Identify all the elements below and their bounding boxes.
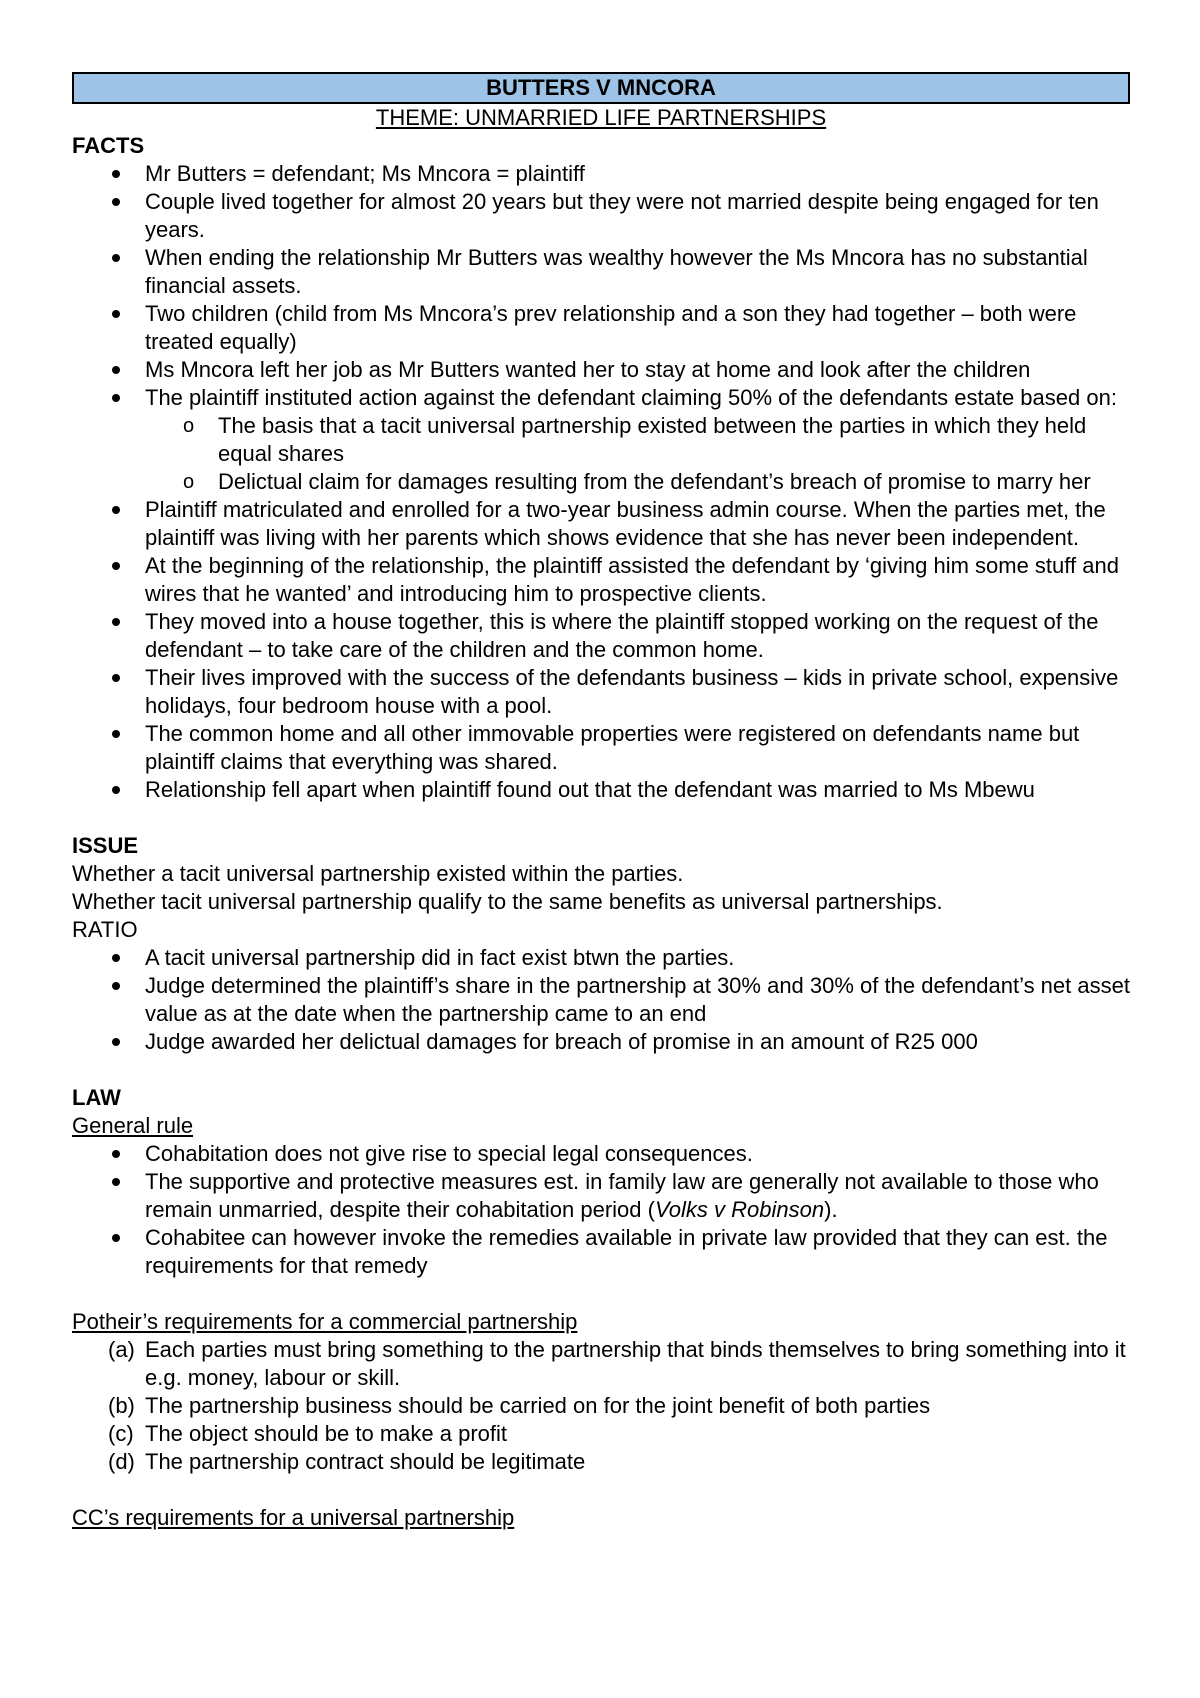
list-item: They moved into a house together, this is where the plaintiff stopped working on the request of the defendant – to take care of the children and the common home. (72, 608, 1130, 664)
sub-list-item: o Delictual claim for damages resulting from the defendant’s breach of promise to marry her (72, 468, 1130, 496)
list-item-text: The partnership contract should be legitimate (145, 1449, 586, 1474)
facts-heading: FACTS (72, 133, 145, 158)
list-item (72, 1448, 1130, 1476)
general-rule-heading: General rule (72, 1113, 194, 1138)
list-item (72, 1336, 1130, 1392)
list-item: A tacit universal partnership did in fact exist btwn the parties. (72, 944, 1130, 972)
list-item-text: The partnership business should be carried on for the joint benefit of both parties (145, 1393, 931, 1418)
list-item-text: Each parties must bring something to the partnership that binds themselves to bring something into it e.g. money, labour or skill. (145, 1337, 1126, 1390)
list-item: Judge determined the plaintiff’s share in the partnership at 30% and 30% of the defendant’s net asset value as at the date when the partnership came to an end (72, 972, 1130, 1028)
list-item-text: ). (824, 1197, 838, 1222)
list-item: When ending the relationship Mr Butters was wealthy however the Ms Mncora has no substantial financial assets. (72, 244, 1130, 300)
list-marker: (d) (108, 1449, 135, 1474)
list-item: Two children (child from Ms Mncora’s prev relationship and a son they had together – both were treated equally) (72, 300, 1130, 356)
list-marker: (c) (108, 1421, 134, 1446)
list-item: Plaintiff matriculated and enrolled for a two-year business admin course. When the parties met, the plaintiff was living with her parents which shows evidence that she has never been independent. (72, 496, 1130, 552)
list-item-text: The plaintiff instituted action against the defendant claiming 50% of the defendants estate based on: (145, 385, 1117, 410)
list-item-text: The object should be to make a profit (145, 1421, 507, 1446)
list-item: Judge awarded her delictual damages for breach of promise in an amount of R25 000 (72, 1028, 1130, 1056)
list-item: The common home and all other immovable properties were registered on defendants name but plaintiff claims that everything was shared. (72, 720, 1130, 776)
list-item (72, 1420, 1130, 1448)
issue-line: Whether tacit universal partnership qualify to the same benefits as universal partnerships. (72, 889, 943, 914)
list-item (72, 384, 1130, 496)
ratio-list (72, 944, 1130, 1056)
list-item: Couple lived together for almost 20 years but they were not married despite being engaged for ten years. (72, 188, 1130, 244)
issue-heading: ISSUE (72, 833, 139, 858)
list-item: Relationship fell apart when plaintiff found out that the defendant was married to Ms Mbewu (72, 776, 1130, 804)
cc-heading: CC’s requirements for a universal partnership (72, 1505, 515, 1530)
law-heading: LAW (72, 1085, 121, 1110)
document-page (72, 72, 1130, 1532)
list-item: Mr Butters = defendant; Ms Mncora = plaintiff (72, 160, 1130, 188)
pothier-list (72, 1336, 1130, 1476)
list-item: Cohabitation does not give rise to special legal consequences. (72, 1140, 1130, 1168)
law-list (72, 1140, 1130, 1280)
list-marker: (b) (108, 1393, 135, 1418)
list-item-text: The supportive and protective measures est. in family law are generally not available to those who remain unmarried, despite their cohabitation period ( (145, 1169, 1099, 1222)
list-item: Cohabitee can however invoke the remedies available in private law provided that they can est. the requirements for that remedy (72, 1224, 1130, 1280)
list-item (72, 1168, 1130, 1224)
issue-line: Whether a tacit universal partnership existed within the parties. (72, 861, 684, 886)
list-item: Ms Mncora left her job as Mr Butters wanted her to stay at home and look after the children (72, 356, 1130, 384)
list-item: At the beginning of the relationship, the plaintiff assisted the defendant by ‘giving him some stuff and wires that he wanted’ and introducing him to prospective clients. (72, 552, 1130, 608)
facts-list (72, 160, 1130, 804)
sub-list-item: o The basis that a tacit universal partnership existed between the parties in which they held equal shares (72, 412, 1130, 468)
document-title: BUTTERS V MNCORA (72, 72, 1130, 104)
list-item: Their lives improved with the success of the defendants business – kids in private school, expensive holidays, four bedroom house with a pool. (72, 664, 1130, 720)
facts-sub-list (145, 412, 1130, 496)
case-citation: Volks v Robinson (654, 1197, 825, 1222)
pothier-heading: Potheir’s requirements for a commercial partnership (72, 1309, 578, 1334)
list-item (72, 1392, 1130, 1420)
ratio-heading: RATIO (72, 917, 138, 942)
list-marker: (a) (108, 1337, 135, 1362)
theme-subtitle: THEME: UNMARRIED LIFE PARTNERSHIPS (375, 105, 827, 130)
